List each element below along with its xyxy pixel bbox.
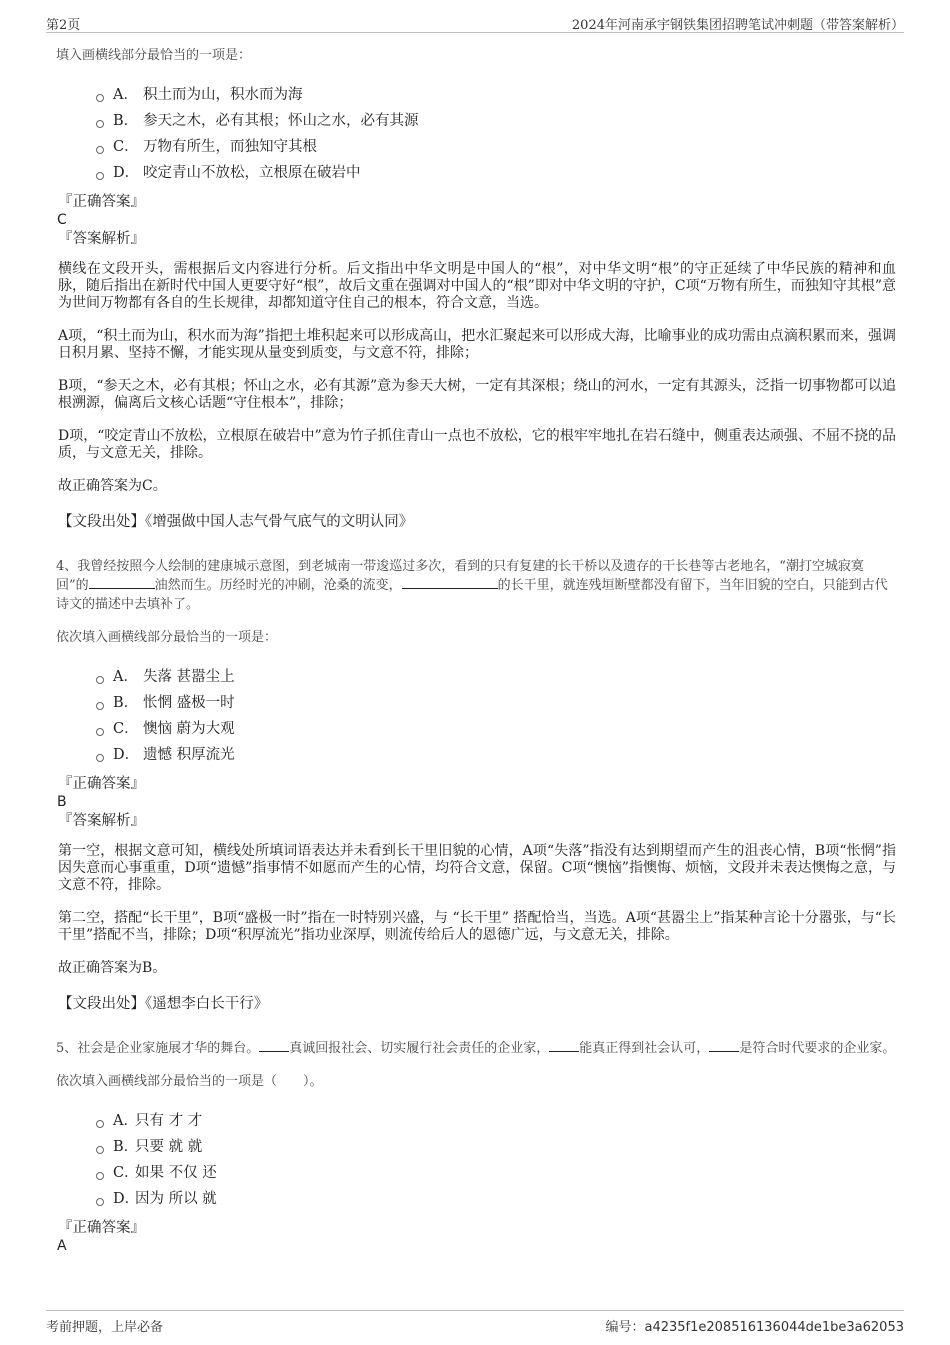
q3-analysis-3: B项，“参天之木，必有其根；怀山之水，必有其源”意为参天大树，一定有其深根；绕山的河水，一定有其源头，泛指一切事物都可以追根溯源，偏离后文核心话题“守住根本”，排除；	[58, 378, 896, 411]
q5-correct-answer-label: 『正确答案』	[58, 1220, 145, 1236]
blank-line	[709, 1039, 739, 1052]
q4-source: 【文段出处】《遥想李白长干行》	[58, 996, 269, 1012]
q4-prompt: 依次填入画横线部分最恰当的一项是：	[56, 630, 278, 645]
q4-correct-answer-label: 『正确答案』	[58, 776, 145, 792]
q4-analysis-label: 『答案解析』	[58, 813, 145, 829]
q4-option-c[interactable]: C． 懊恼 蔚为大观	[96, 716, 896, 742]
blank-line	[402, 576, 498, 589]
q4-analysis-1: 第一空，根据文意可知，横线处所填词语表达并未看到长干里旧貌的心情，A项“失落”指没有达到期望而产生的沮丧心情，B项“怅惘”指因失意而心事重重，D项“遗憾”指事情不如愿而产生的心情，均符合文意，保留。C项“懊恼”指懊悔、烦恼，文段并未表达懊悔之意，与文意不符，排除。	[58, 843, 896, 893]
q4-options	[96, 664, 896, 768]
radio-icon[interactable]	[96, 728, 104, 736]
q5-option-b[interactable]: B． 只要 就 就	[96, 1134, 896, 1160]
q5-options	[96, 1108, 896, 1212]
radio-icon[interactable]	[96, 94, 104, 102]
q3-source: 【文段出处】《增强做中国人志气骨气底气的文明认同》	[58, 514, 414, 530]
q3-option-d[interactable]: D． 咬定青山不放松，立根原在破岩中	[96, 160, 896, 186]
radio-icon[interactable]	[96, 1120, 104, 1128]
q3-option-b[interactable]: B． 参天之木，必有其根；怀山之水，必有其源	[96, 108, 896, 134]
q3-option-a[interactable]: A． 积土而为山，积水而为海	[96, 82, 896, 108]
page-footer	[46, 1310, 904, 1337]
q4-conclusion: 故正确答案为B。	[58, 960, 167, 976]
q5-question: 5、社会是企业家施展才华的舞台。 真诚回报社会、切实履行社会责任的企业家， 能真正得到社会认可， 是符合时代要求的企业家。	[56, 1041, 896, 1056]
q5-prompt: 依次填入画横线部分最恰当的一项是（ ）。	[56, 1074, 323, 1089]
q3-prompt: 填入画横线部分最恰当的一项是：	[56, 48, 252, 63]
q4-option-b[interactable]: B． 怅惘 盛极一时	[96, 690, 896, 716]
q3-options	[96, 82, 896, 186]
radio-icon[interactable]	[96, 1146, 104, 1154]
q3-answer: C	[57, 212, 67, 228]
blank-line	[89, 576, 155, 589]
q5-option-d[interactable]: D． 因为 所以 就	[96, 1186, 896, 1212]
radio-icon[interactable]	[96, 702, 104, 710]
footer-slogan: 考前押题，上岸必备	[46, 1320, 164, 1335]
q4-option-a[interactable]: A． 失落 甚嚣尘上	[96, 664, 896, 690]
radio-icon[interactable]	[96, 146, 104, 154]
q4-option-d[interactable]: D． 遗憾 积厚流光	[96, 742, 896, 768]
q3-correct-answer-label: 『正确答案』	[58, 194, 145, 210]
radio-icon[interactable]	[96, 676, 104, 684]
document-code: 编号：a4235f1e208516136044de1be3a62053	[605, 1320, 904, 1335]
blank-line	[259, 1039, 289, 1052]
blank-line	[549, 1039, 579, 1052]
q3-analysis-1: 横线在文段开头，需根据后文内容进行分析。后文指出中华文明是中国人的“根”，对中华文明“根”的守正延续了中华民族的精神和血脉，随后指出在新时代中国人更要守好“根”，故后文重在强调对中国人的“根”即对中华文明的守护，C项“万物有所生，而独知守其根”意为世间万物都有各自的生长规律，却都知道守住自己的根本，符合文意，当选。	[58, 261, 896, 311]
page-header	[46, 10, 904, 33]
q3-conclusion: 故正确答案为C。	[58, 478, 167, 494]
radio-icon[interactable]	[96, 1198, 104, 1206]
q5-answer: A	[57, 1238, 67, 1254]
q3-option-c[interactable]: C． 万物有所生，而独知守其根	[96, 134, 896, 160]
q4-answer: B	[57, 794, 67, 810]
radio-icon[interactable]	[96, 1172, 104, 1180]
radio-icon[interactable]	[96, 120, 104, 128]
q3-analysis-4: D项，“咬定青山不放松，立根原在破岩中”意为竹子抓住青山一点也不放松，它的根牢牢地扎在岩石缝中，侧重表达顽强、不屈不挠的品质，与文意无关，排除。	[58, 428, 896, 461]
document-title: 2024年河南承宇钢铁集团招聘笔试冲刺题（带答案解析）	[571, 18, 904, 33]
page-number: 第2页	[46, 18, 81, 33]
radio-icon[interactable]	[96, 754, 104, 762]
q4-analysis-2: 第二空，搭配“长干里”，B项“盛极一时”指在一时特别兴盛，与 “长干里” 搭配恰当，当选。A项“甚嚣尘上”指某种言论十分嚣张，与“长干里”搭配不当，排除；D项“积厚流光”指功业深厚，则流传给后人的恩德广远，与文意无关，排除。	[58, 910, 896, 943]
main-content	[56, 47, 896, 1255]
q5-option-a[interactable]: A． 只有 才 才	[96, 1108, 896, 1134]
radio-icon[interactable]	[96, 172, 104, 180]
q3-analysis-label: 『答案解析』	[58, 231, 145, 247]
q5-option-c[interactable]: C． 如果 不仅 还	[96, 1160, 896, 1186]
q3-analysis-2: A项，“积土而为山，积水而为海”指把土堆积起来可以形成高山，把水汇聚起来可以形成大海，比喻事业的成功需由点滴积累而来，强调日积月累、坚持不懈，才能实现从量变到质变，与文意不符，排除；	[58, 328, 896, 361]
q4-question: 4、我曾经按照今人绘制的建康城示意图，到老城南一带逡巡过多次，看到的只有复建的长干桥以及遗存的干长巷等古老地名，“潮打空城寂寞回”的 油然而生。历经时光的冲刷，沧桑的流变， 的长干里，就连残垣断壁都没有留下，当年旧貌的空白，只能到古代诗文的描述中去填补了。	[56, 559, 888, 612]
